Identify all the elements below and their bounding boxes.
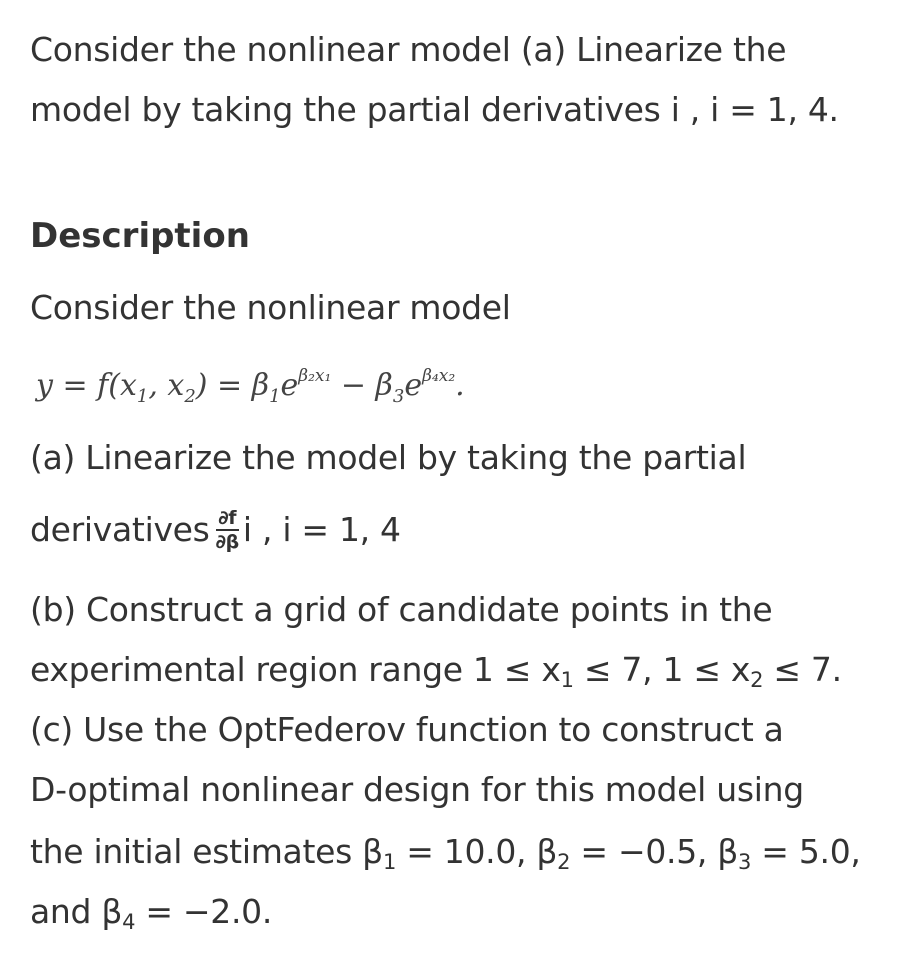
question-line-1: Consider the nonlinear model (a) Linearize the xyxy=(30,30,787,69)
question-text xyxy=(30,20,839,140)
part-c-line-1: (c) Use the OptFederov function to construct a xyxy=(30,710,784,749)
part-a-line-2: derivatives $\frac{\partial f}{\partial\beta}$ i , i = 1, 4 xyxy=(30,506,401,553)
part-b-line-2: experimental region range $1 \le x_1 \le 7$, $1 \le x_2 \le 7$. xyxy=(30,650,842,692)
intro-text: Consider the nonlinear model xyxy=(30,288,511,327)
model-formula: $y = f(x_1$, $x_2) = \beta_1e^{\beta_2x_1} - \beta_3e^{\beta_4x_2}$. xyxy=(36,366,465,407)
description-heading: Description xyxy=(30,216,250,256)
part-c-line-2: D-optimal nonlinear design for this model using xyxy=(30,770,804,809)
part-b-line-1: (b) Construct a grid of candidate points in the xyxy=(30,590,773,629)
part-a-line-1: (a) Linearize the model by taking the partial xyxy=(30,438,747,477)
question-line-2: model by taking the partial derivatives i , i = 1, 4. xyxy=(30,90,839,129)
partial-derivative-fraction: $\frac{\partial f}{\partial\beta}$ xyxy=(215,506,239,553)
part-c-line-3: the initial estimates $\beta_1 = 10.0$, $\beta_2 = -0.5$, $\beta_3 = 5.0$, xyxy=(30,832,861,874)
part-c-line-4: and $\beta_4 = -2.0$. xyxy=(30,892,273,934)
